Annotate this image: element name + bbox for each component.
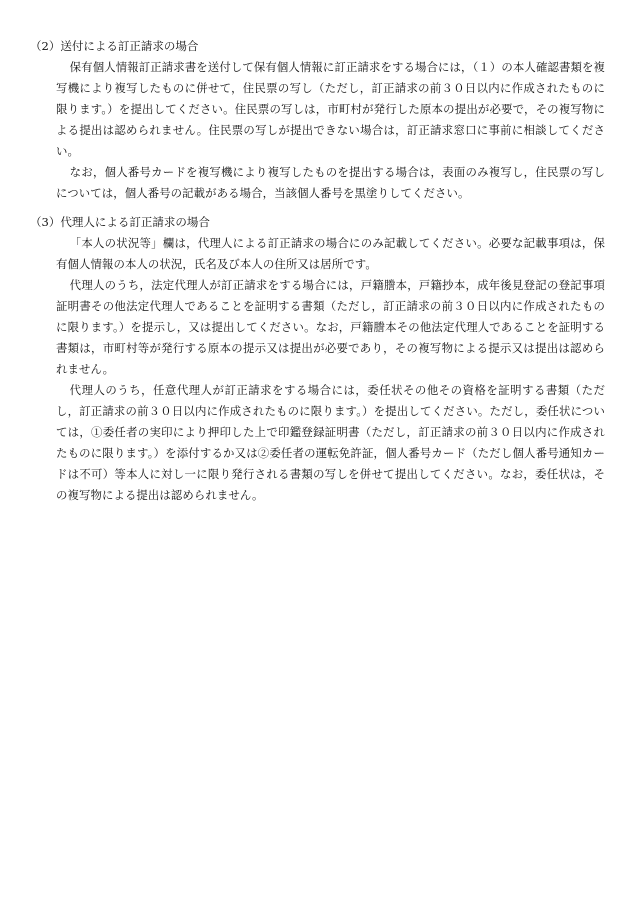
section-mail-request <box>30 36 605 204</box>
paragraph: 保有個人情報訂正請求書を送付して保有個人情報に訂正請求をする場合には，（１）の本人確認書類を複写機により複写したものに併せて，住民票の写し（ただし，訂正請求の前３０日以内に作成されたものに限ります。）を提出してください。住民票の写しは，市町村が発行した原本の提出が必要で，その複写物による提出は認められません。住民票の写しが提出できない場合は，訂正請求窓口に事前に相談してください。 <box>56 60 605 158</box>
paragraph: 「本人の状況等」欄は，代理人による訂正請求の場合にのみ記載してください。必要な記載事項は，保有個人情報の本人の状況，氏名及び本人の住所又は居所です。 <box>56 236 605 271</box>
section-heading: （2）送付による訂正請求の場合 <box>30 39 199 53</box>
paragraph: 代理人のうち，法定代理人が訂正請求をする場合には，戸籍謄本，戸籍抄本，成年後見登記の登記事項証明書その他法定代理人であることを証明する書類（ただし，訂正請求の前３０日以内に作成されたものに限ります。）を提示し，又は提出してください。なお，戸籍謄本その他法定代理人であることを証明する書類は，市町村等が発行する原本の提示又は提出が必要であり，その複写物による提示又は提出は認められません。 <box>56 278 605 376</box>
section-body <box>56 57 605 204</box>
paragraph: なお，個人番号カードを複写機により複写したものを提出する場合は，表面のみ複写し，住民票の写しについては，個人番号の記載がある場合，当該個人番号を黒塗りしてください。 <box>56 165 605 200</box>
section-body <box>56 233 605 506</box>
paragraph: 代理人のうち，任意代理人が訂正請求をする場合には，委任状その他その資格を証明する書類（ただし，訂正請求の前３０日以内に作成されたものに限ります。）を提出してください。ただし，委任状については，①委任者の実印により押印した上で印鑑登録証明書（ただし，訂正請求の前３０日以内に作成されたものに限ります。）を添付するか又は②委任者の運転免許証，個人番号カード（ただし個人番号通知カードは不可）等本人に対し一に限り発行される書類の写しを併せて提出してください。なお，委任状は，その複写物による提出は認められません。 <box>56 383 605 502</box>
section-heading: （3）代理人による訂正請求の場合 <box>30 215 210 229</box>
section-agent-request <box>30 212 605 506</box>
